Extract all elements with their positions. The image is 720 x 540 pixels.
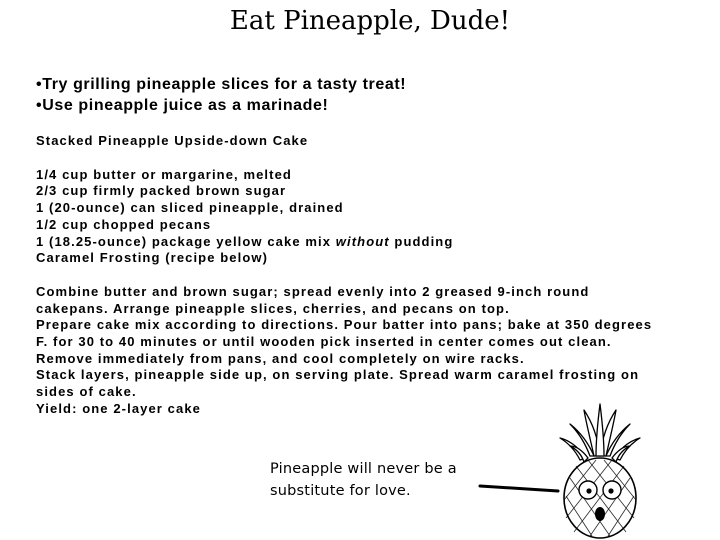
pineapple-crown [560, 404, 640, 462]
page-title: Eat Pineapple, Dude! [229, 6, 511, 36]
caption-line: substitute for love. [270, 483, 411, 499]
caption-line: Pineapple will never be a [270, 461, 457, 477]
direction-step: Prepare cake mix according to directions. Pour batter into pans; bake at 350 degrees F. for 30 to 40 minutes or until wooden pick inserted in center comes out clean. [36, 317, 653, 350]
ingredient-item: 1/4 cup butter or margarine, melted [36, 166, 292, 182]
tip-text: Try grilling pineapple slices for a tasty treat! [42, 76, 407, 93]
emphasis-text: without [335, 233, 390, 249]
ingredient-list [36, 167, 662, 267]
directions [36, 284, 662, 418]
direction-step: Stack layers, pineapple side up, on serving plate. Spread warm caramel frosting on sides of cake. [36, 367, 640, 400]
bullet-icon: • [36, 76, 43, 93]
recipe-title: Stacked Pineapple Upside-down Cake [36, 133, 309, 148]
ingredient-item: 2/3 cup firmly packed brown sugar [36, 183, 287, 199]
recipe [36, 133, 662, 418]
yield-text: Yield: one 2-layer cake [36, 400, 201, 416]
ingredient-item: 1/2 cup chopped pecans [36, 216, 212, 232]
ingredient-text: pudding [389, 233, 454, 249]
bullet-icon: • [36, 97, 43, 114]
tips-list [36, 74, 406, 116]
direction-step: Remove immediately from pans, and cool completely on wire racks. [36, 350, 525, 366]
caption [270, 458, 470, 502]
pineapple-mouth [595, 507, 605, 521]
ingredient-text: 1 (18.25-ounce) package yellow cake mix [36, 233, 336, 249]
ingredient-item: 1 (20-ounce) can sliced pineapple, drained [36, 200, 344, 216]
tip-item [36, 74, 406, 95]
tip-item [36, 95, 406, 116]
ingredient-item [36, 234, 662, 251]
tip-text: Use pineapple juice as a marinade! [42, 97, 329, 114]
ingredient-item: Caramel Frosting (recipe below) [36, 250, 269, 266]
pineapple-icon [548, 400, 652, 540]
direction-step: Combine butter and brown sugar; spread evenly into 2 greased 9-inch round cakepans. Arrange pineapple slices, cherries, and pecans on top. [36, 283, 590, 316]
